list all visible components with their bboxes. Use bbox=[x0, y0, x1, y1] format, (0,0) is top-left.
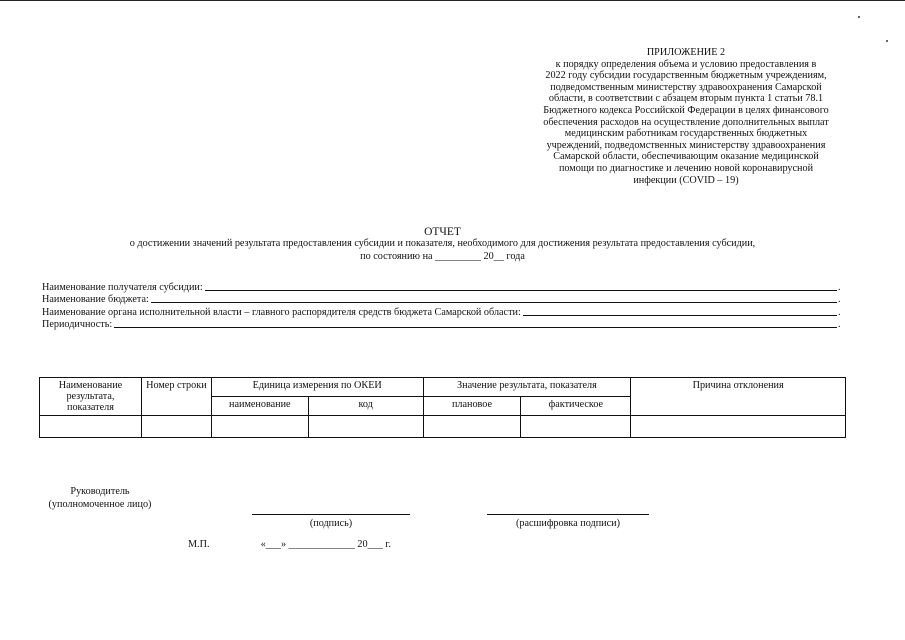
report-subtitle-block bbox=[0, 238, 885, 263]
field-periodicity[interactable] bbox=[42, 318, 842, 331]
stamp-label: М.П. bbox=[188, 539, 210, 550]
appendix-title: ПРИЛОЖЕНИЕ 2 bbox=[646, 47, 726, 58]
signature-caption: (подпись) bbox=[309, 518, 353, 529]
appendix-line: области, в соответствии с абзацем вторым пункта 1 статьи 78.1 bbox=[548, 93, 824, 105]
decode-signature-line[interactable] bbox=[487, 514, 649, 515]
appendix-line: обеспечения расходов на осуществление дополнительных выплат bbox=[543, 116, 829, 128]
appendix-line: медицинским работникам государственных бюджетных bbox=[564, 128, 808, 140]
table-header-row bbox=[40, 378, 846, 397]
header-unit-group: Единица измерения по ОКЕИ bbox=[211, 378, 423, 397]
scan-speck bbox=[858, 16, 860, 18]
signatory-title: Руководитель bbox=[70, 486, 130, 497]
signature-date[interactable]: «___» _____________ 20___ г. bbox=[260, 539, 391, 550]
table-cell[interactable] bbox=[423, 416, 521, 438]
header-result-name: Наименование результата, показателя bbox=[40, 378, 142, 416]
header-unit-name: наименование bbox=[211, 397, 308, 416]
field-end: . bbox=[838, 294, 841, 305]
top-border bbox=[0, 0, 905, 1]
field-label: Наименование бюджета: bbox=[42, 294, 149, 305]
field-input-line[interactable] bbox=[114, 326, 837, 328]
appendix-line: Самарской области, обеспечивающим оказание медицинской bbox=[553, 151, 819, 163]
appendix-line: учреждений, подведомственных министерству здравоохранения bbox=[546, 139, 826, 151]
appendix-line: к порядку определения объема и условию предоставления в bbox=[555, 58, 817, 70]
field-authority[interactable] bbox=[42, 305, 842, 318]
table-cell[interactable] bbox=[141, 416, 211, 438]
field-input-line[interactable] bbox=[205, 289, 837, 291]
header-actual: фактическое bbox=[521, 397, 631, 416]
report-title: ОТЧЕТ bbox=[424, 226, 461, 238]
signatory-subtitle: (уполномоченное лицо) bbox=[48, 498, 152, 510]
appendix-block bbox=[522, 47, 850, 186]
field-end: . bbox=[838, 319, 841, 330]
appendix-line: Бюджетного кодекса Российской Федерации в целях финансового bbox=[543, 104, 829, 116]
header-row-number: Номер строки bbox=[141, 378, 211, 416]
report-as-of-date[interactable]: по состоянию на _________ 20__ года bbox=[360, 250, 525, 262]
field-label: Периодичность: bbox=[42, 319, 113, 330]
field-input-line[interactable] bbox=[523, 314, 837, 316]
report-table bbox=[39, 377, 846, 438]
header-fields bbox=[42, 280, 842, 330]
signature-line[interactable] bbox=[252, 514, 410, 515]
scan-speck bbox=[886, 40, 888, 42]
table-cell[interactable] bbox=[521, 416, 631, 438]
header-planned: плановое bbox=[423, 397, 521, 416]
table-cell[interactable] bbox=[308, 416, 423, 438]
field-budget[interactable] bbox=[42, 293, 842, 306]
appendix-line: подведомственным министерству здравоохранения Самарской bbox=[550, 81, 822, 93]
header-unit-code: код bbox=[308, 397, 423, 416]
decode-signature-caption: (расшифровка подписи) bbox=[516, 518, 620, 529]
table-cell[interactable] bbox=[40, 416, 142, 438]
field-end: . bbox=[838, 281, 841, 293]
appendix-line: инфекции (COVID – 19) bbox=[633, 174, 739, 186]
field-recipient[interactable] bbox=[42, 280, 842, 293]
field-label: Наименование органа исполнительной власти – главного распорядителя средств бюджета Самарской области: bbox=[42, 306, 521, 318]
table-row[interactable] bbox=[40, 416, 846, 438]
appendix-line: помощи по диагностике и лечению новой коронавирусной bbox=[558, 162, 814, 174]
signatory-block bbox=[44, 486, 156, 511]
table-cell[interactable] bbox=[211, 416, 308, 438]
header-deviation-reason: Причина отклонения bbox=[631, 378, 846, 416]
field-end: . bbox=[838, 306, 841, 318]
header-value-group: Значение результата, показателя bbox=[423, 378, 631, 397]
report-subtitle: о достижении значений результата предоставления субсидии и показателя, необходимого для достижения результата предоставления субсидии, bbox=[129, 238, 756, 249]
field-input-line[interactable] bbox=[151, 301, 837, 303]
appendix-line: 2022 году субсидии государственным бюджетным учреждениям, bbox=[545, 70, 827, 82]
table-cell[interactable] bbox=[631, 416, 846, 438]
stamp-date-row bbox=[188, 539, 391, 550]
field-label: Наименование получателя субсидии: bbox=[42, 281, 203, 293]
